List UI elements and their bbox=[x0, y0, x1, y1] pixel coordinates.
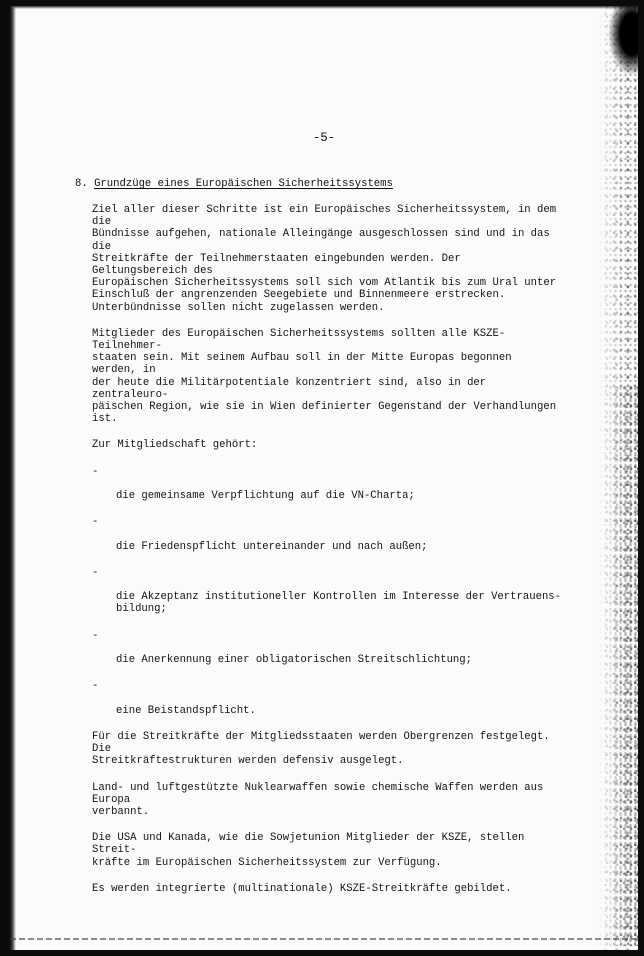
list-intro: Zur Mitgliedschaft gehört: bbox=[92, 439, 258, 452]
list-item bbox=[92, 567, 562, 616]
list-item-text: die Akzeptanz institutioneller Kontrollen im Interesse der Vertrauens- bildung; bbox=[116, 591, 562, 616]
paragraph: Die USA und Kanada, wie die Sowjetunion Mitglieder der KSZE, stellen Streit- kräfte im Europäischen Sicherheitssystem zur Verfügung. bbox=[92, 832, 525, 869]
list-dash: - bbox=[92, 680, 99, 693]
document-page bbox=[10, 6, 638, 950]
list-item-text: die gemeinsame Verpflichtung auf die VN-Charta; bbox=[116, 490, 415, 503]
page-number: -5- bbox=[312, 131, 336, 145]
list-dash: - bbox=[92, 566, 99, 579]
list-dash: - bbox=[92, 516, 99, 529]
paragraph: Für die Streitkräfte der Mitgliedsstaaten werden Obergrenzen festgelegt. Die Streitkräftestrukturen werden defensiv ausgelegt. bbox=[92, 730, 550, 768]
list-item-text: die Anerkennung einer obligatorischen Streitschlichtung; bbox=[116, 654, 473, 667]
section-number: 8. bbox=[75, 178, 88, 190]
scan-corner-blot bbox=[608, 6, 638, 76]
document-body bbox=[92, 204, 562, 909]
scan-right-edge-noise-lower bbox=[608, 386, 638, 946]
scan-left-edge bbox=[10, 6, 16, 950]
list-dash: - bbox=[92, 465, 99, 478]
list-item-text: die Friedenspflicht untereinander und nach außen; bbox=[116, 540, 428, 553]
section-heading bbox=[75, 178, 393, 190]
paragraph: Ziel aller dieser Schritte ist ein Europäisches Sicherheitssystem, in dem die Bündnisse aufgehen, nationale Alleingänge ausgeschlossen sind und in das die Streitkräfte der Teilnehmerstaaten eingebunden werden. Der Geltungsbereich des Europäischen Sicherheitssystems soll sich vom Atlantik bis zum Ural unter Einschluß der angrenzenden Seegebiete und Binnenmeere erstrecken. Unterbündnisse sollen nicht zugelassen werden. bbox=[92, 204, 557, 314]
list-item bbox=[92, 516, 562, 553]
list-dash: - bbox=[92, 629, 99, 642]
paragraph: Es werden integrierte (multinationale) KSZE-Streitkräfte gebildet. bbox=[92, 882, 512, 895]
list-item-text: eine Beistandspflicht. bbox=[116, 704, 256, 717]
list-item bbox=[92, 466, 562, 503]
paragraph: Land- und luftgestützte Nuklearwaffen sowie chemische Waffen werden aus Europa verbannt. bbox=[92, 781, 544, 818]
scan-bottom-edge bbox=[10, 938, 638, 940]
list-item bbox=[92, 630, 562, 667]
list-item bbox=[92, 680, 562, 717]
section-title: Grundzüge eines Europäischen Sicherheitssystems bbox=[94, 178, 393, 190]
paragraph: Mitglieder des Europäischen Sicherheitssystems sollten alle KSZE-Teilnehmer- staaten sein. Mit seinem Aufbau soll in der Mitte Europas begonnen werden, in der heute die Militärpotentiale konzentriert sind, also in der zentraleuro- päischen Region, wie sie in Wien definierter Gegenstand der Verhandlungen ist. bbox=[92, 327, 557, 426]
scan-top-edge bbox=[10, 6, 638, 9]
